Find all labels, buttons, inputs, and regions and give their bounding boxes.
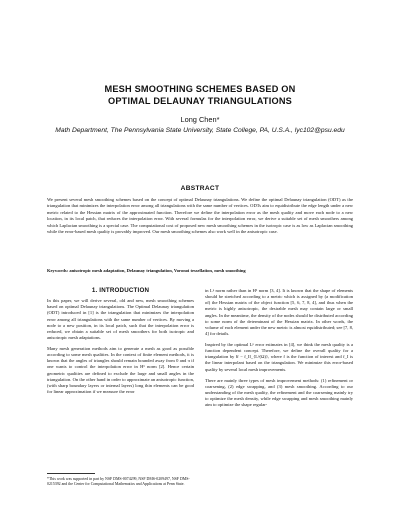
keywords-label: Keywords: bbox=[47, 268, 69, 273]
footnote-divider bbox=[47, 473, 95, 474]
intro-paragraph-2: Many mesh generation methods aim to generate a mesh as good as possible according to some mesh qualities. In the context of finite element methods, it is known that the angles of triangles should remain bounded away from 0 and π if one wants to control the interpolation error in H¹ norm [2]. Hence certain geometric qualities are defined to exclude the large and small angles in the triangulation. On the other hand in order to approximate an anisotropic function, (with sharp boundary layers or internal layers) long thin elements can be good for linear approximation if we measure the error bbox=[47, 346, 194, 394]
right-paragraph-1: in Lᵖ norm rather than in H¹ norm [3, 4]. It is known that the shape of elements should be stretched according to a metric which is assigned by (a modification of) the Hessian matrix of the object function [5, 6, 7, 8, 4], and thus when the metric is highly anisotropic, the desirable mesh may contain large or small angles. In the meantime, the density of the nodes should be distributed according to some norm of the determinant of the Hessian matrix. In other words, the volume of each element under the new metric is almost equidistributed; see [7, 8, 4] for details. bbox=[205, 288, 353, 336]
section-heading-introduction: 1. INTRODUCTION bbox=[91, 287, 150, 294]
footnote: *This work was supported in part by NSF DMS-0074299, NSF DMS-0209497, NSF DMS-0215392 and the Center for Computational Mathematics and Applications at Penn State. bbox=[47, 477, 190, 487]
keywords bbox=[47, 268, 353, 274]
left-column bbox=[47, 288, 194, 400]
author-affiliation: Math Department, The Pennsylvania State University, State College, PA, U.S.A., lyc102@psu.edu bbox=[55, 127, 345, 134]
keywords-text: anisotropic mesh adaptation, Delaunay triangulation, Voronoi tessellation, mesh smoothing bbox=[69, 268, 246, 273]
right-paragraph-2: Inspired by the optimal Lᵖ error estimates in [4], we think the mesh quality is a function dependent concept. Therefore, we define the overall quality for a triangulation by ‖f − f_I‖_{Lᵖ(Ω)}, where f is the function of interest and f_I is the linear interpolant based on the triangulation. We minimize this error-based quality by several local mesh improvements. bbox=[205, 342, 353, 372]
author-name: Long Chen* bbox=[180, 115, 220, 124]
paper-title bbox=[0, 83, 400, 107]
right-column bbox=[205, 288, 353, 413]
abstract-heading: ABSTRACT bbox=[180, 185, 220, 192]
title-line-1: MESH SMOOTHING SCHEMES BASED ON bbox=[104, 84, 296, 94]
right-paragraph-3: There are mainly three types of mesh improvement methods: (1) refinement or coarsening, (2) edge swapping, and (3) mesh smoothing. According to our understanding of the mesh quality, the refinement and the coarsening mainly try to optimize the mesh density, while edge swapping and mesh smoothing mainly aim to optimize the shape regular- bbox=[205, 377, 353, 408]
title-line-2: OPTIMAL DELAUNAY TRIANGULATIONS bbox=[108, 96, 292, 106]
abstract-text: We present several mesh smoothing schemes based on the concept of optimal Delaunay triangulations. We define the optimal Delaunay triangulation (ODT) as the triangulation that minimizes the interpolation error among all triangulations with the same number of vertices. ODTs aim to equidistribute the edge length under a new metric related to the Hessian matrix of the approximated function. Therefore we define the interpolation error as the mesh quality and move each node to a new location, in its local patch, that reduces the interpolation error. With several formulas for the interpolation error, we derive a suitable set of mesh smoothers among which Laplacian smoothing is a special case. The computational cost of proposed new mesh smoothing schemes in the isotropic case is as low as Laplacian smoothing while the error-based mesh quality is provably improved. Our mesh smoothing schemes also work well in the anisotropic case. bbox=[47, 197, 353, 235]
intro-paragraph-1: In this paper, we will derive several, old and new, mesh smoothing schemes based on optimal Delaunay triangulations. The Optimal Delaunay triangulation (ODT) introduced in [1] is the triangulation that minimizes the interpolation error among all triangulations with the same number of vertices. By moving a node to a new position, in its local patch, such that the interpolation error is reduced, we obtain a suitable set of mesh smoothers for both isotropic and anisotropic mesh adaptations. bbox=[47, 298, 194, 340]
